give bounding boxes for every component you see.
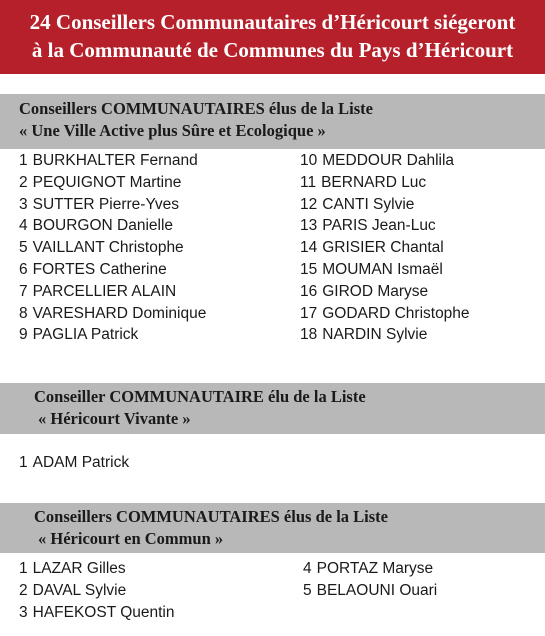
- title-banner: [0, 0, 545, 74]
- list-item: 13 PARIS Jean-Luc: [300, 217, 436, 235]
- list-item: 3 SUTTER Pierre-Yves: [19, 195, 180, 213]
- section-heading-line-2: « Héricourt Vivante »: [38, 409, 191, 428]
- section-heading-line-2: « Héricourt en Commun »: [38, 529, 224, 548]
- list-item: 9 PAGLIA Patrick: [19, 326, 139, 344]
- list-item: 12 CANTI Sylvie: [300, 195, 415, 213]
- member-list-hericourt-en-commun-col1: [19, 558, 174, 623]
- list-item: 10 MEDDOUR Dahlila: [300, 152, 455, 169]
- list-item: 11 BERNARD Luc: [300, 173, 427, 191]
- member-list-hericourt-en-commun-col2: [303, 558, 437, 602]
- list-item: 8 VARESHARD Dominique: [19, 304, 207, 322]
- list-item: 2 PEQUIGNOT Martine: [19, 173, 182, 191]
- list-item: 5 BELAOUNI Ouari: [303, 581, 438, 599]
- list-item: 1 LAZAR Gilles: [19, 560, 126, 577]
- section-heading-line-1: Conseillers COMMUNAUTAIRES élus de la Liste: [34, 507, 388, 526]
- section-heading-ville-active: [0, 94, 545, 149]
- list-item: 18 NARDIN Sylvie: [300, 326, 428, 344]
- member-list-ville-active-col1: [19, 150, 206, 346]
- member-list-ville-active-col2: [300, 150, 470, 346]
- title-line-1: 24 Conseillers Communautaires d’Héricourt siégeront: [29, 10, 516, 34]
- member-list-hericourt-vivante: [19, 452, 129, 474]
- title-line-2: à la Communauté de Communes du Pays d’Héricourt: [31, 38, 514, 62]
- list-item: 2 DAVAL Sylvie: [19, 581, 127, 599]
- list-item: 6 FORTES Catherine: [19, 260, 167, 278]
- list-item: 5 VAILLANT Christophe: [19, 239, 184, 257]
- list-item: 1 ADAM Patrick: [19, 454, 130, 471]
- list-item: 4 BOURGON Danielle: [19, 217, 174, 235]
- list-item: 15 MOUMAN Ismaël: [300, 260, 443, 278]
- section-heading-hericourt-en-commun: [0, 503, 545, 553]
- section-heading-line-1: Conseillers COMMUNAUTAIRES élus de la Liste: [19, 99, 373, 118]
- list-item: 17 GODARD Christophe: [300, 304, 470, 322]
- section-heading-hericourt-vivante: [0, 383, 545, 434]
- list-item: 1 BURKHALTER Fernand: [19, 152, 198, 169]
- list-item: 4 PORTAZ Maryse: [303, 560, 434, 577]
- section-heading-line-2: « Une Ville Active plus Sûre et Ecologique »: [19, 121, 326, 140]
- list-item: 14 GRISIER Chantal: [300, 239, 444, 257]
- section-heading-line-1: Conseiller COMMUNAUTAIRE élu de la Liste: [34, 387, 366, 406]
- list-item: 16 GIROD Maryse: [300, 282, 429, 300]
- list-item: 3 HAFEKOST Quentin: [19, 603, 175, 621]
- list-item: 7 PARCELLIER ALAIN: [19, 282, 177, 300]
